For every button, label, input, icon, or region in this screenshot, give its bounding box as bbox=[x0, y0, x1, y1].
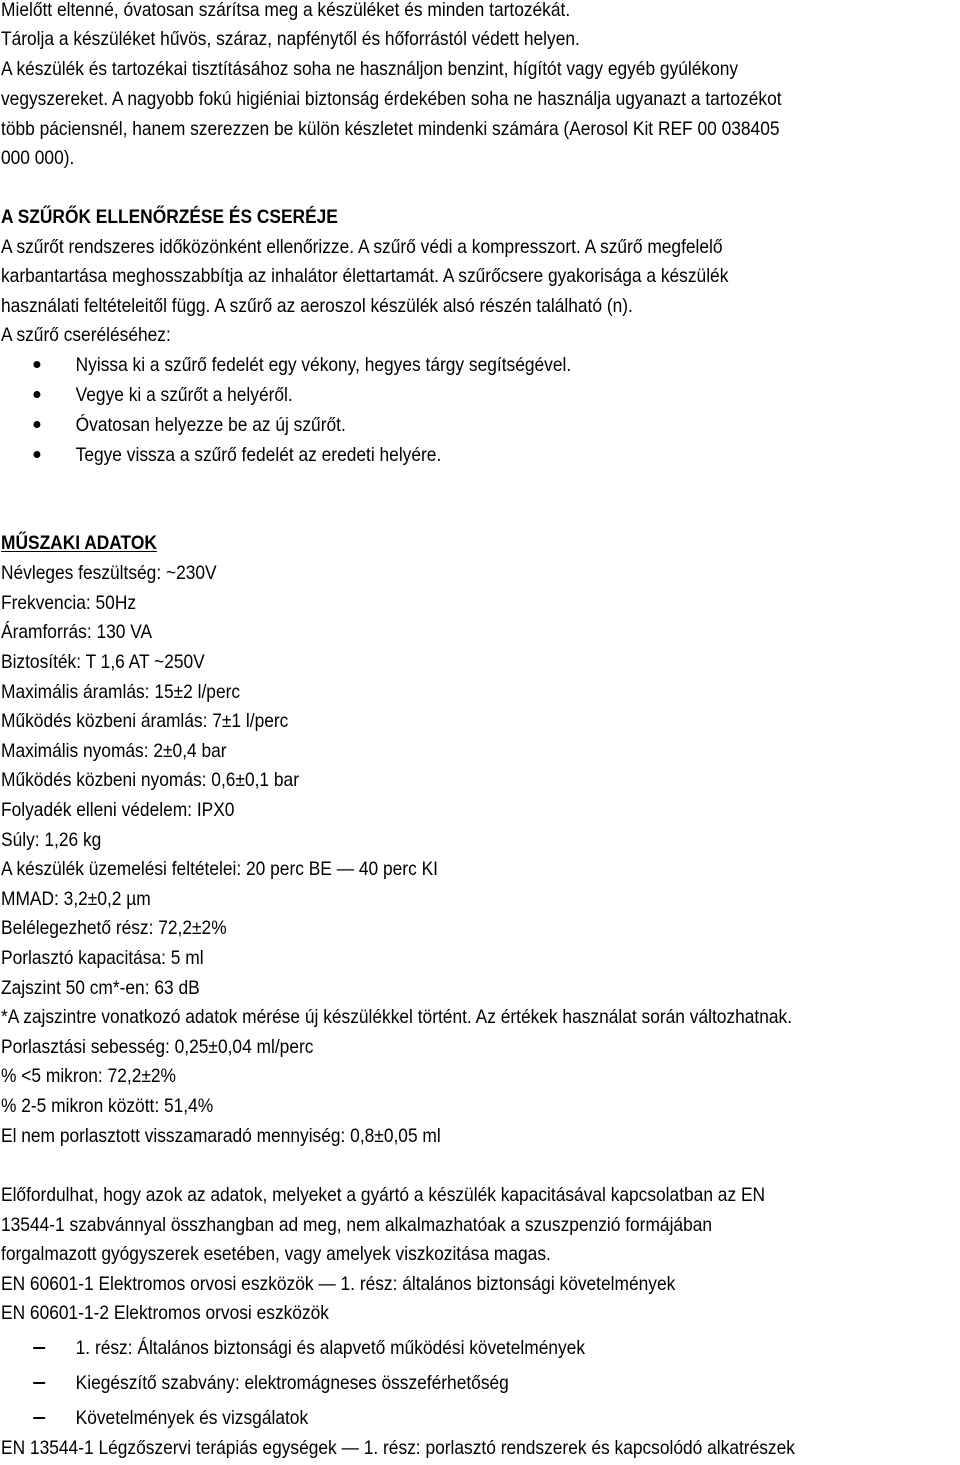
care-text-line: vegyszereket. A nagyobb fokú higiéniai biztonság érdekében soha ne használja ugyanazt a tartozékot bbox=[1, 88, 782, 110]
care-text-line: 000 000). bbox=[1, 147, 75, 169]
spec-line: Folyadék elleni védelem: IPX0 bbox=[1, 799, 235, 821]
spec-line: Porlasztó kapacitása: 5 ml bbox=[1, 947, 204, 969]
dash-icon bbox=[33, 1382, 45, 1384]
bullet-icon bbox=[33, 391, 40, 398]
standard-reference: EN 13544-1 Légzőszervi terápiás egységek — 1. rész: porlasztó rendszerek és kapcsolódó alkatrészek bbox=[1, 1437, 795, 1459]
standard-reference: EN 60601-1-2 Elektromos orvosi eszközök bbox=[1, 1302, 329, 1324]
filter-step-text: Óvatosan helyezze be az új szűrőt. bbox=[75, 414, 346, 436]
standard-subitem-text: Követelmények és vizsgálatok bbox=[75, 1407, 309, 1429]
filter-step-text: Tegye vissza a szűrő fedelét az eredeti helyére. bbox=[75, 444, 442, 466]
filter-text-line: karbantartása meghosszabbítja az inhalátor élettartamát. A szűrőcsere gyakorisága a készülék bbox=[1, 265, 729, 287]
spec-footnote: *A zajszintre vonatkozó adatok mérése új készülékkel történt. Az értékek használat során változhatnak. bbox=[1, 1006, 793, 1028]
spec-line: % <5 mikron: 72,2±2% bbox=[1, 1065, 176, 1087]
spec-line: Névleges feszültség: ~230V bbox=[1, 562, 217, 584]
spec-line: Belélegezhető rész: 72,2±2% bbox=[1, 917, 227, 939]
spec-line: Zajszint 50 cm*-en: 63 dB bbox=[1, 977, 200, 999]
spec-line: Maximális áramlás: 15±2 l/perc bbox=[1, 681, 241, 703]
standard-subitem-text: 1. rész: Általános biztonsági és alapvető működési követelmények bbox=[75, 1337, 586, 1359]
bullet-icon bbox=[33, 421, 40, 428]
standard-reference: EN 60601-1 Elektromos orvosi eszközök — 1. rész: általános biztonsági követelmények bbox=[1, 1273, 676, 1295]
spec-line: MMAD: 3,2±0,2 µm bbox=[1, 888, 151, 910]
spec-line: Biztosíték: T 1,6 AT ~250V bbox=[1, 651, 205, 673]
spec-line: Porlasztási sebesség: 0,25±0,04 ml/perc bbox=[1, 1036, 314, 1058]
standards-text-line: 13544-1 szabvánnyal összhangban ad meg, nem alkalmazhatóak a szuszpenzió formájában bbox=[1, 1214, 713, 1236]
filter-text-line: A szűrőt rendszeres időközönként ellenőrizze. A szűrő védi a kompresszort. A szűrő megfelelő bbox=[1, 236, 723, 258]
spec-line: Frekvencia: 50Hz bbox=[1, 592, 137, 614]
spec-line: Működés közbeni áramlás: 7±1 l/perc bbox=[1, 710, 289, 732]
spec-line: Működés közbeni nyomás: 0,6±0,1 bar bbox=[1, 769, 299, 791]
care-text-line: több páciensnél, hanem szerezzen be külön készletet mindenki számára (Aerosol Kit REF 00 038405 bbox=[1, 118, 780, 140]
filter-text-line: használati feltételeitől függ. A szűrő az aeroszol készülék alsó részén található (n). bbox=[1, 295, 633, 317]
filter-step-text: Nyissa ki a szűrő fedelét egy vékony, hegyes tárgy segítségével. bbox=[75, 354, 572, 376]
spec-line: Áramforrás: 130 VA bbox=[1, 621, 153, 643]
bullet-icon bbox=[33, 361, 40, 368]
standard-subitem-text: Kiegészítő szabvány: elektromágneses összeférhetőség bbox=[75, 1372, 509, 1394]
filter-heading: A SZŰRŐK ELLENŐRZÉSE ÉS CSERÉJE bbox=[1, 206, 338, 228]
standards-text-line: forgalmazott gyógyszerek esetében, vagy amelyek viszkozitása magas. bbox=[1, 1243, 551, 1265]
spec-line: Maximális nyomás: 2±0,4 bar bbox=[1, 740, 227, 762]
bullet-icon bbox=[33, 451, 40, 458]
spec-line: A készülék üzemelési feltételei: 20 perc BE — 40 perc KI bbox=[1, 858, 438, 880]
dash-icon bbox=[33, 1417, 45, 1419]
specs-heading: MŰSZAKI ADATOK bbox=[1, 532, 157, 554]
standards-text-line: Előfordulhat, hogy azok az adatok, melyeket a gyártó a készülék kapacitásával kapcsolatban az EN bbox=[1, 1184, 766, 1206]
care-text-line: Mielőtt eltenné, óvatosan szárítsa meg a készüléket és minden tartozékát. bbox=[1, 0, 571, 21]
filter-text-line: A szűrő cseréléséhez: bbox=[1, 324, 171, 346]
spec-line: % 2-5 mikron között: 51,4% bbox=[1, 1095, 214, 1117]
spec-line: Súly: 1,26 kg bbox=[1, 829, 102, 851]
filter-step-text: Vegye ki a szűrőt a helyéről. bbox=[75, 384, 293, 406]
care-text-line: A készülék és tartozékai tisztításához soha ne használjon benzint, hígítót vagy egyéb gyúlékony bbox=[1, 58, 739, 80]
spec-line: El nem porlasztott visszamaradó mennyiség: 0,8±0,05 ml bbox=[1, 1125, 441, 1147]
care-text-line: Tárolja a készüléket hűvös, száraz, napfénytől és hőforrástól védett helyen. bbox=[1, 28, 580, 50]
dash-icon bbox=[33, 1347, 45, 1349]
